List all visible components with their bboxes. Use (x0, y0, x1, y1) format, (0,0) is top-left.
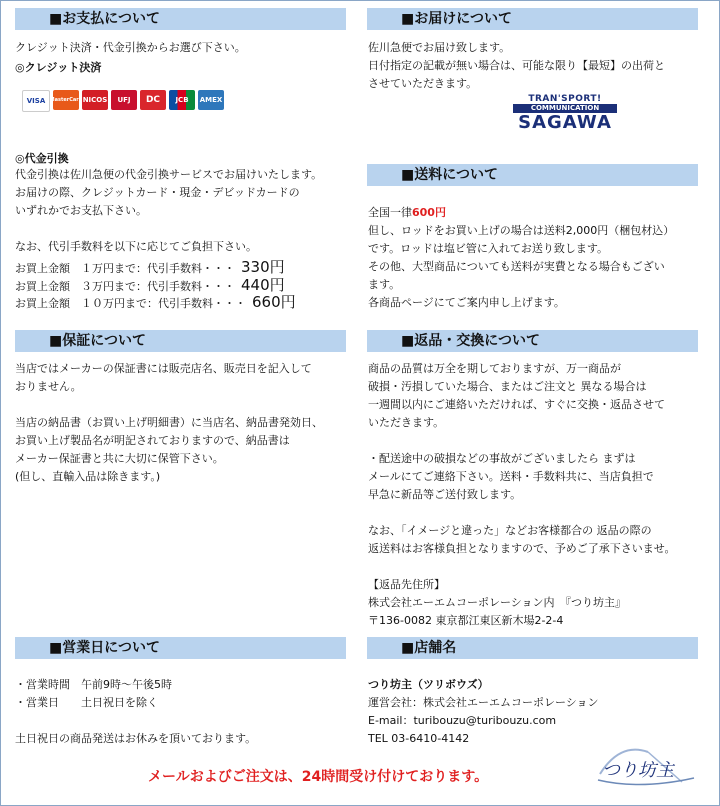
store-body: 運営会社：株式会社エーエムコーポレーション E-mail：turibouzu@turibouzu.com TEL 03-6410-4142 (368, 696, 599, 745)
fee-label: お買上金額 １０万円まで：代引手数料・・・ (15, 297, 246, 310)
flat-amount: 600円 (412, 206, 446, 219)
svg-text:つり坊主: つり坊主 (602, 760, 674, 781)
turibouzu-signature-logo (590, 738, 702, 792)
hours-header: ■営業日について (15, 637, 346, 659)
store-header: ■店舗名 (367, 637, 698, 659)
visa-icon: VISA (22, 90, 50, 112)
nicos-icon: NICOS (82, 90, 108, 110)
warranty-header: ■保証について (15, 330, 346, 352)
fee-amount: 440円 (241, 276, 285, 294)
fee-label: お買上金額 １万円まで：代引手数料・・・ (15, 262, 235, 275)
payment-intro: クレジット決済・代金引換からお選び下さい。 (15, 41, 246, 54)
logo-line2: COMMUNICATION (513, 104, 617, 113)
delivery-header: ■お届けについて (367, 8, 698, 30)
ufj-icon: UFJ (111, 90, 137, 110)
amex-icon: AMEX (198, 90, 224, 110)
fee-label: お買上金額 ３万円まで：代引手数料・・・ (15, 280, 235, 293)
flat-prefix: 全国一律 (368, 206, 412, 219)
shipping-body: 但し、ロッドをお買い上げの場合は送料2,000円（梱包材込） です。ロッドは塩ビ管に入れてお送り致します。 その他、大型商品についても送料が実費となる場合もござい ます。 各商品ページにてご案内申し上げます。 (368, 224, 675, 309)
credit-title: ◎クレジット決済 (15, 61, 102, 74)
shipping-flat (368, 204, 446, 222)
mastercard-icon: MasterCard (53, 90, 79, 110)
fee-amount: 660円 (252, 293, 296, 311)
fee-amount: 330円 (241, 258, 285, 276)
hours-body: ・営業時間 午前9時～午後5時 ・営業日 土日祝日を除く 土日祝日の商品発送はお休みを頂いております。 (15, 678, 257, 745)
dc-icon: DC (140, 90, 166, 110)
store-name: つり坊主（ツリボウズ） (368, 678, 489, 691)
returns-body: 商品の品質は万全を期しておりますが、万一商品が 破損・汚損していた場合、またはご注文と 異なる場合は 一週間以内にご連絡いただければ、すぐに交換・返品させて いただきます。 ・配送途中の破損などの事故がございましたら まずは メールにてご連絡下さい。送料・手数料共に、当店負担で 早急に新品等ご送付致します。 なお、「イメージと違った」などお客様都合の 返品の際の 返送料はお客様負担となりますので、予めご了承下さいませ。 【返品先住所】 株式会社エーエムコーポレーション内 『つり坊主』 〒136-0082 東京都江東区新木場2-2-4 (368, 362, 676, 627)
cod-body: 代金引換は佐川急便の代金引換サービスでお届けいたします。 お届けの際、クレジットカード・現金・デビッドカードの いずれかでお支払下さい。 なお、代引手数料を以下に応じてご負担下さい。 (15, 168, 323, 253)
sagawa-logo (513, 94, 617, 133)
returns-header: ■返品・交換について (367, 330, 698, 352)
warranty-body: 当店ではメーカーの保証書には販売店名、販売日を記入して おりません。 当店の納品書（お買い上げ明細書）に当店名、納品書発効日、 お買い上げ製品名が明記されておりますので、納品書は メーカー保証書と共に大切に保管下さい。 (但し、直輸入品は除きます。) (15, 362, 323, 483)
footer-notice: メールおよびご注文は、24時間受け付けております。 (148, 769, 489, 785)
shipping-header: ■送料について (367, 164, 698, 186)
delivery-body: 佐川急便でお届け致します。 日付指定の記載が無い場合は、可能な限り【最短】の出荷と させていただきます。 (368, 41, 665, 90)
jcb-icon: JCB (169, 90, 195, 110)
fee-line (15, 291, 296, 312)
card-logos (22, 90, 224, 112)
payment-header: ■お支払について (15, 8, 346, 30)
logo-line1: TRAN'SPORT! (528, 94, 602, 104)
cod-title: ◎代金引換 (15, 152, 69, 165)
logo-line3: SAGAWA (518, 112, 612, 133)
